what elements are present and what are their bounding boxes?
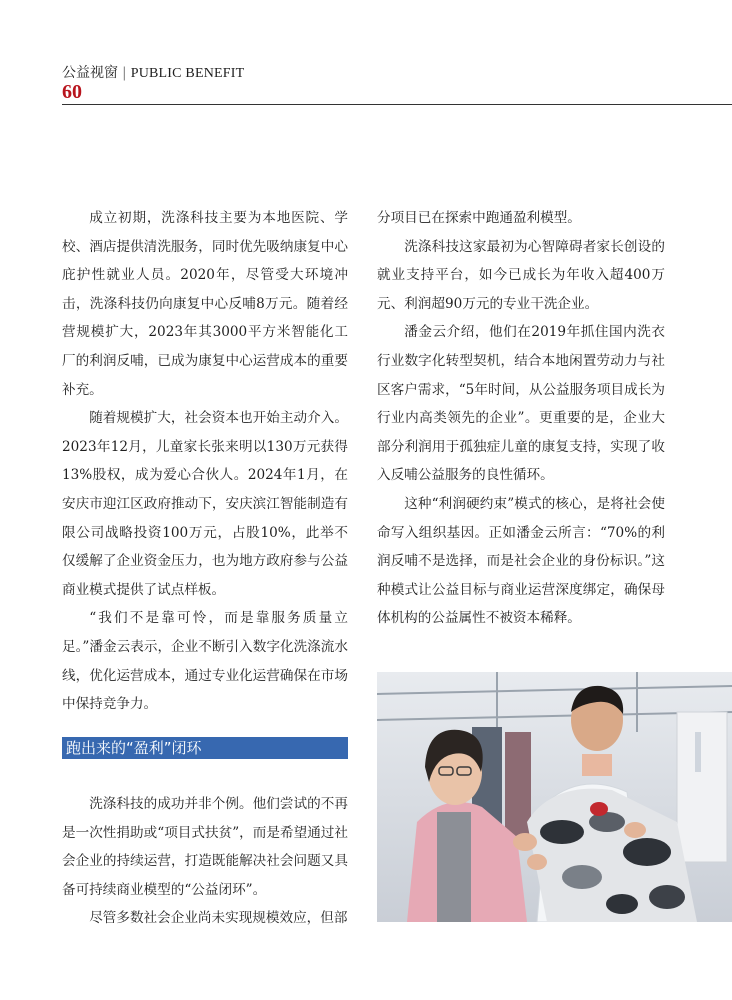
paragraph: 潘金云介绍，他们在2019年抓住国内洗衣行业数字化转型契机，结合本地闲置劳动力与社区客户需求，“5年时间，从公益服务项目成长为行业内高类领先的企业”。更重要的是，企业大部分利润用于孤独症儿童的康复支持，实现了收入反哺公益服务的良性循环。 bbox=[377, 324, 665, 484]
right-column bbox=[377, 204, 665, 633]
photo-illustration bbox=[377, 672, 732, 922]
header-rule bbox=[62, 104, 732, 105]
left-column-top bbox=[62, 204, 348, 719]
column-title-separator: | bbox=[122, 65, 127, 81]
column-title bbox=[62, 62, 244, 82]
paragraph: 尽管多数社会企业尚未实现规模效应，但部 bbox=[89, 910, 348, 927]
paragraph: “我们不是靠可怜，而是靠服务质量立足。”潘金云表示，企业不断引入数字化洗涤流水线，优化运营成本，通过专业化运营确保在市场中保持竞争力。 bbox=[62, 610, 348, 713]
column-title-en: PUBLIC BENEFIT bbox=[130, 66, 245, 81]
paragraph: 成立初期，洗涤科技主要为本地医院、学校、酒店提供清洗服务，同时优先吸纳康复中心庇护性就业人员。2020年，尽管受大环境冲击，洗涤科技仍向康复中心反哺8万元。随着经营规模扩大，2023年其3000平方米智能化工厂的利润反哺，已成为康复中心运营成本的重要补充。 bbox=[62, 210, 348, 398]
paragraph: 这种“利润硬约束”模式的核心，是将社会使命写入组织基因。正如潘金云所言：“70%的利润反哺不是选择，而是社会企业的身份标识。”这种模式让公益目标与商业运营深度绑定，确保母体机构的公益属性不被资本稀释。 bbox=[377, 495, 665, 627]
section-heading: 跑出来的“盈利”闭环 bbox=[62, 737, 348, 759]
paragraph: 洗涤科技的成功并非个例。他们尝试的不再是一次性捐助或“项目式扶贫”，而是希望通过社会企业的持续运营，打造既能解决社会问题又具备可持续商业模型的“公益闭环”。 bbox=[62, 796, 348, 898]
page-header bbox=[62, 62, 732, 108]
page-number: 60 bbox=[62, 81, 82, 103]
paragraph: 洗涤科技这家最初为心智障碍者家长创设的就业支持平台，如今已成长为年收入超400万元、利润超90万元的专业干洗企业。 bbox=[377, 238, 665, 312]
left-column-bottom bbox=[62, 790, 348, 933]
paragraph: 随着规模扩大，社会资本也开始主动介入。2023年12月，儿童家长张来明以130万元获得13%股权，成为爱心合伙人。2024年1月，在安庆市迎江区政府推动下，安庆滨江智能制造有限公司战略投资100万元，占股10%，此举不仅缓解了企业资金压力，也为地方政府参与公益商业模式提供了试点样板。 bbox=[62, 410, 348, 598]
paragraph-continued: 分项目已在探索中跑通盈利模型。 bbox=[377, 210, 581, 226]
column-title-cn: 公益视窗 bbox=[62, 65, 118, 81]
photo-image bbox=[377, 672, 732, 922]
